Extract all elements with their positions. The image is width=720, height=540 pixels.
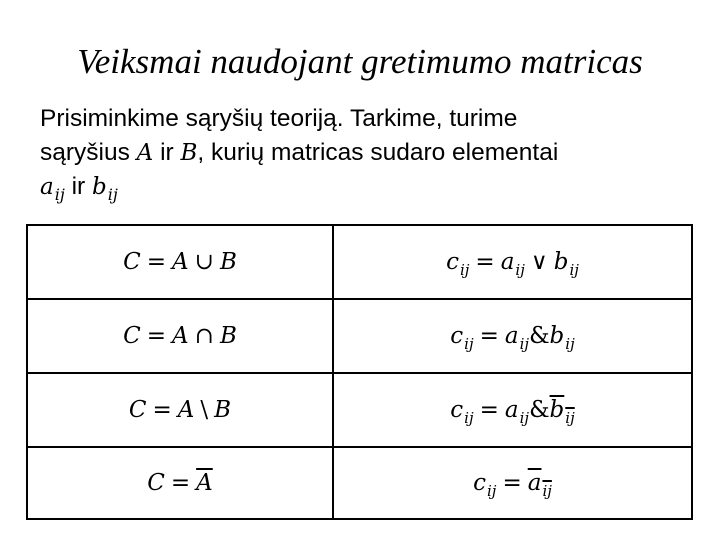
- formula-lhs: C: [147, 470, 165, 496]
- intro-text: , kurių matricas sudaro elementai: [197, 139, 559, 166]
- formula-lhs: C: [123, 323, 141, 349]
- formula-operand-a: A: [172, 323, 189, 349]
- intro-text: ir: [64, 173, 93, 200]
- formula-operand-a: A: [172, 249, 189, 275]
- element-b: b: [92, 174, 107, 200]
- intersection-operator: ∩: [194, 323, 214, 349]
- set-difference-operator: \: [200, 397, 209, 423]
- intro-line-3: [40, 170, 690, 206]
- union-operator: ∪: [194, 249, 214, 275]
- equals-sign: =: [170, 470, 191, 496]
- matrix-formula-cell: [333, 225, 692, 299]
- formula-operand-b: B: [219, 249, 237, 275]
- formula-operand-b: B: [219, 323, 237, 349]
- element-c-subscript: ij: [464, 409, 474, 427]
- element-c: c: [473, 470, 486, 496]
- element-a: a: [527, 470, 542, 496]
- element-b-subscript: ij: [565, 335, 575, 353]
- element-a-subscript: ij: [515, 261, 525, 279]
- formula-operand-a: A: [177, 397, 195, 423]
- element-c-subscript: ij: [486, 482, 497, 500]
- equals-sign: =: [502, 470, 522, 496]
- table-row-union: [27, 225, 692, 299]
- formula-lhs: C: [128, 397, 147, 423]
- relation-b: B: [180, 140, 198, 166]
- operations-table: [26, 224, 693, 520]
- element-c: c: [450, 397, 464, 423]
- element-a-subscript: ij: [519, 335, 530, 353]
- element-c-subscript: ij: [464, 335, 474, 353]
- element-a-subscript: ij: [519, 409, 530, 427]
- equals-sign: =: [479, 323, 499, 349]
- element-a: a: [40, 174, 54, 200]
- matrix-formula-cell: [333, 299, 692, 373]
- set-formula-cell: [27, 373, 333, 447]
- intro-text: ir: [153, 139, 181, 166]
- set-formula-cell: [27, 225, 333, 299]
- and-operator: &: [529, 323, 550, 349]
- equals-sign: =: [146, 249, 167, 275]
- and-operator: &: [529, 397, 550, 423]
- equals-sign: =: [152, 397, 172, 423]
- element-b-subscript: ij: [569, 261, 579, 279]
- table-row-intersection: [27, 299, 692, 373]
- intro-line-1: Prisiminkime sąryšių teoriją. Tarkime, turime: [40, 105, 518, 132]
- element-c-subscript: ij: [459, 261, 470, 279]
- element-b: b: [549, 397, 565, 423]
- element-c: c: [450, 323, 464, 349]
- equals-sign: =: [146, 323, 167, 349]
- table-row-difference: [27, 373, 692, 447]
- equals-sign: =: [475, 249, 495, 275]
- formula-operand-b: B: [214, 397, 232, 423]
- element-a: a: [504, 323, 519, 349]
- element-b-subscript: ij: [565, 409, 575, 427]
- element-a: a: [504, 397, 519, 423]
- matrix-formula-cell: [333, 447, 692, 519]
- negated-element-b: [549, 397, 575, 427]
- formula-lhs: C: [123, 249, 141, 275]
- element-a: a: [500, 249, 515, 275]
- equals-sign: =: [479, 397, 499, 423]
- slide-title: Veiksmai naudojant gretimumo matricas: [77, 42, 643, 81]
- table-row-complement: [27, 447, 692, 519]
- negated-element-a: [527, 470, 552, 500]
- intro-line-2: [40, 136, 690, 170]
- complement-operand-a: $\overline{A}$: [196, 470, 213, 496]
- matrix-formula-cell: [333, 373, 692, 447]
- element-a-subscript: ij: [54, 185, 65, 204]
- element-a-subscript: ij: [542, 482, 552, 500]
- intro-text: sąryšius: [40, 139, 137, 166]
- intro-paragraph: [40, 102, 690, 206]
- element-b: b: [549, 323, 565, 349]
- set-formula-cell: [27, 299, 333, 373]
- element-b-subscript: ij: [107, 185, 118, 204]
- element-b: b: [553, 249, 569, 275]
- element-c: c: [446, 249, 459, 275]
- relation-a: A: [136, 140, 154, 166]
- or-operator: ∨: [530, 249, 548, 275]
- set-formula-cell: [27, 447, 333, 519]
